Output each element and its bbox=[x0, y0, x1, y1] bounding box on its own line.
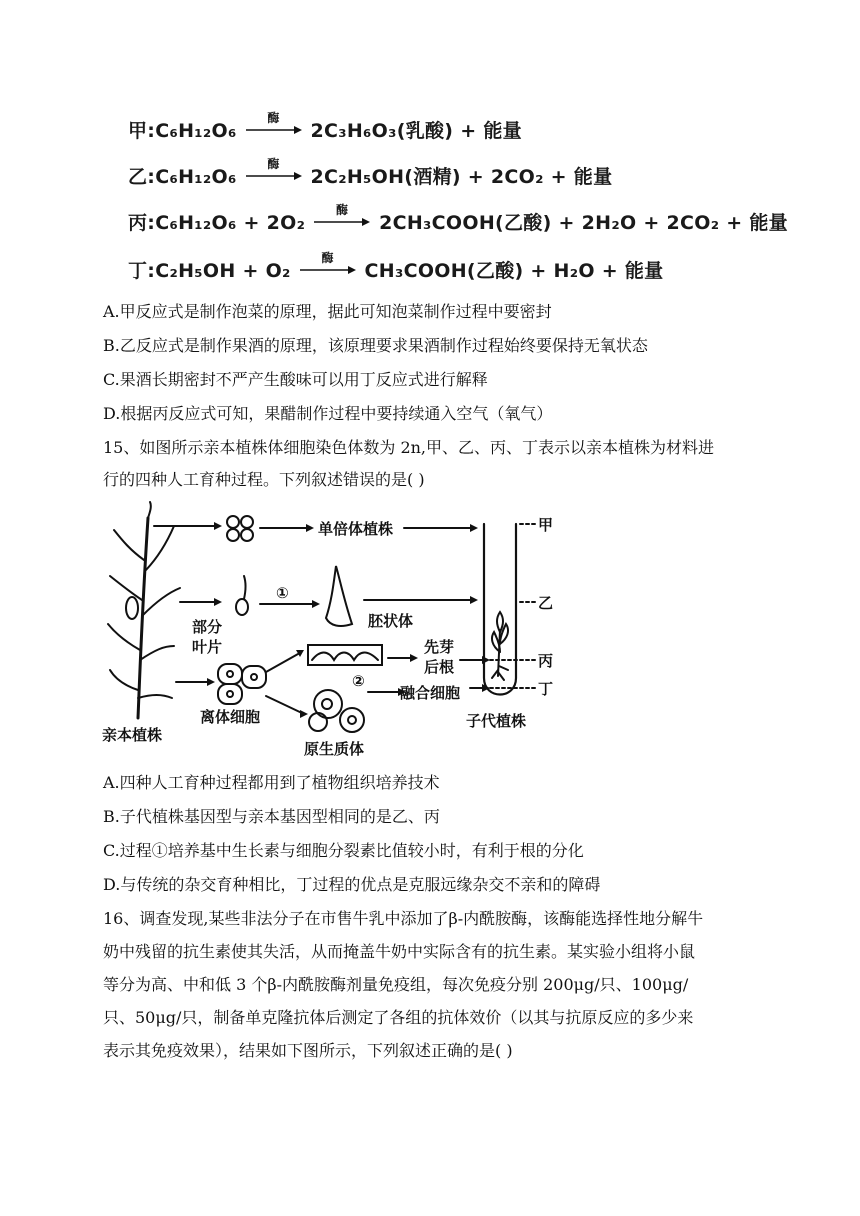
process-1-label: ① bbox=[276, 584, 289, 602]
q16-stem bbox=[103, 902, 753, 1067]
equation-ding bbox=[128, 250, 664, 283]
tube-label-ding: 丁 bbox=[538, 680, 554, 698]
enzyme-arrow bbox=[312, 202, 372, 233]
q14-option-c: C.果酒长期密封不严产生酸味可以用丁反应式进行解释 bbox=[103, 370, 488, 389]
offspring-plant-label: 子代植株 bbox=[466, 712, 527, 730]
process-2-label: ② bbox=[352, 672, 365, 690]
q15-option-b: B.子代植株基因型与亲本基因型相同的是乙、丙 bbox=[103, 807, 440, 826]
fused-cell-label: 融合细胞 bbox=[400, 684, 461, 702]
leaf-part-label-2: 叶片 bbox=[192, 638, 223, 656]
equation-lhs: 乙:C₆H₁₂O₆ bbox=[128, 166, 237, 188]
q15-option-c: C.过程①培养基中生长素与细胞分裂素比值较小时，有利于根的分化 bbox=[103, 841, 584, 860]
equation-rhs: 2CH₃COOH(乙酸) + 2H₂O + 2CO₂ + 能量 bbox=[379, 212, 788, 234]
breeding-diagram bbox=[100, 500, 570, 765]
equation-lhs: 丙:C₆H₁₂O₆ + 2O₂ bbox=[128, 212, 306, 234]
equation-yi bbox=[128, 156, 613, 189]
tube-label-jia: 甲 bbox=[538, 516, 554, 534]
isolated-cell-label: 离体细胞 bbox=[200, 708, 261, 726]
enzyme-arrow bbox=[244, 110, 304, 141]
leaf-part-label-1: 部分 bbox=[192, 618, 223, 636]
q15-option-d: D.与传统的杂交育种相比，丁过程的优点是克服远缘杂交不亲和的障碍 bbox=[103, 875, 601, 894]
equation-rhs: 2C₃H₆O₃(乳酸) + 能量 bbox=[310, 120, 522, 142]
equation-lhs: 甲:C₆H₁₂O₆ bbox=[128, 120, 237, 142]
protoplast-label: 原生质体 bbox=[304, 740, 365, 758]
enzyme-label: 酶 bbox=[336, 202, 349, 217]
shoot-first-label-2: 后根 bbox=[424, 658, 455, 676]
enzyme-arrow bbox=[298, 250, 358, 281]
q15-stem-line-2: 行的四种人工育种过程。下列叙述错误的是( ) bbox=[103, 470, 425, 489]
tube-label-yi: 乙 bbox=[538, 594, 554, 612]
equation-bing bbox=[128, 202, 788, 235]
enzyme-label: 酶 bbox=[321, 250, 334, 265]
equation-jia bbox=[128, 110, 522, 143]
equation-rhs: 2C₂H₅OH(酒精) + 2CO₂ + 能量 bbox=[310, 166, 613, 188]
q14-option-d: D.根据丙反应式可知，果醋制作过程中要持续通入空气（氧气） bbox=[103, 404, 553, 423]
equation-lhs: 丁:C₂H₅OH + O₂ bbox=[128, 260, 291, 282]
q16-line-1: 16、调查发现,某些非法分子在市售牛乳中添加了β-内酰胺酶，该酶能选择性地分解牛 bbox=[103, 909, 704, 928]
q15-option-a: A.四种人工育种过程都用到了植物组织培养技术 bbox=[103, 773, 440, 792]
enzyme-arrow bbox=[244, 156, 304, 187]
equation-rhs: CH₃COOH(乙酸) + H₂O + 能量 bbox=[364, 260, 664, 282]
q16-line-4: 只、50μg/只，制备单克隆抗体后测定了各组的抗体效价（以其与抗原反应的多少来 bbox=[103, 1008, 694, 1027]
q15-stem-line-1: 15、如图所示亲本植株体细胞染色体数为 2n,甲、乙、丙、丁表示以亲本植株为材料进 bbox=[103, 438, 715, 457]
q14-option-a: A.甲反应式是制作泡菜的原理，据此可知泡菜制作过程中要密封 bbox=[103, 302, 552, 321]
parent-plant-label: 亲本植株 bbox=[102, 726, 163, 744]
shoot-first-label-1: 先芽 bbox=[424, 638, 455, 656]
embryoid-label: 胚状体 bbox=[368, 612, 414, 630]
haploid-plant-label: 单倍体植株 bbox=[318, 520, 394, 538]
tube-label-bing: 丙 bbox=[538, 652, 554, 670]
enzyme-label: 酶 bbox=[267, 156, 280, 171]
q16-line-2: 奶中残留的抗生素使其失活，从而掩盖牛奶中实际含有的抗生素。某实验小组将小鼠 bbox=[103, 942, 696, 961]
enzyme-label: 酶 bbox=[267, 110, 280, 125]
q16-line-3: 等分为高、中和低 3 个β-内酰胺酶剂量免疫组，每次免疫分别 200μg/只、100μg/ bbox=[103, 975, 689, 994]
q14-option-b: B.乙反应式是制作果酒的原理，该原理要求果酒制作过程始终要保持无氧状态 bbox=[103, 336, 648, 355]
q16-line-5: 表示其免疫效果），结果如下图所示，下列叙述正确的是( ) bbox=[103, 1041, 513, 1060]
